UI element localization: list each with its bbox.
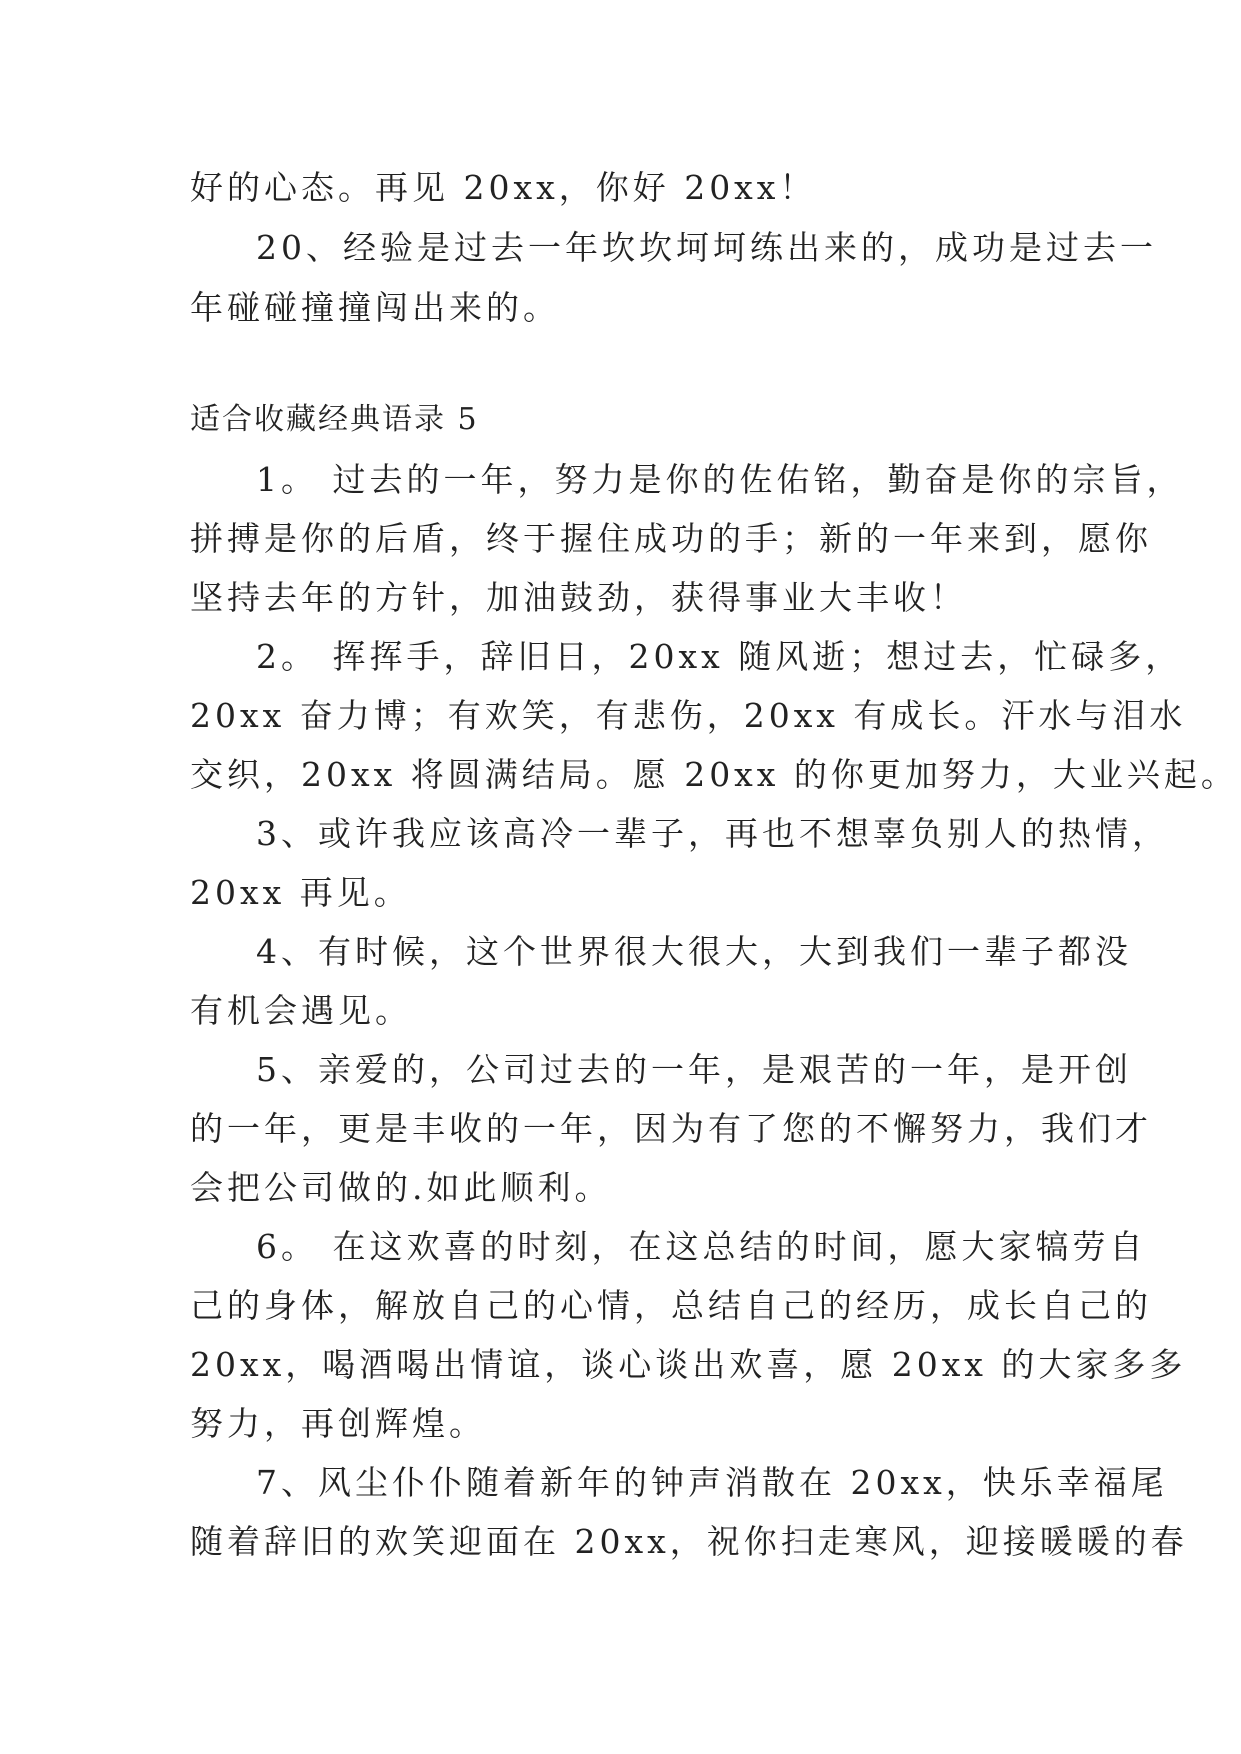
- item-7-line-2: 随着辞旧的欢笑迎面在 20xx，祝你扫走寒风，迎接暖暖的春: [190, 1522, 1188, 1561]
- item-5-line-2: 的一年，更是丰收的一年，因为有了您的不懈努力，我们才: [190, 1109, 1152, 1148]
- item-7-line-1: 7、风尘仆仆随着新年的钟声消散在 20xx，快乐幸福尾: [256, 1463, 1168, 1502]
- item-1-line-1: 1。 过去的一年，努力是你的佐佑铭，勤奋是你的宗旨，: [256, 460, 1184, 499]
- item-6-line-4: 努力，再创辉煌。: [190, 1404, 486, 1443]
- item-6-line-2: 己的身体，解放自己的心情，总结自己的经历，成长自己的: [190, 1286, 1152, 1325]
- item-2-line-1: 2。 挥挥手，辞旧日，20xx 随风逝；想过去，忙碌多，: [256, 637, 1183, 676]
- item-5-line-3: 会把公司做的.如此顺利。: [190, 1168, 612, 1207]
- item-5-line-1: 5、亲爱的，公司过去的一年，是艰苦的一年，是开创: [256, 1050, 1132, 1089]
- item-6-line-3: 20xx，喝酒喝出情谊，谈心谈出欢喜，愿 20xx 的大家多多: [190, 1345, 1187, 1384]
- item-2-line-3: 交织，20xx 将圆满结局。愿 20xx 的你更加努力，大业兴起。: [190, 755, 1238, 794]
- item-4-line-2: 有机会遇见。: [190, 991, 412, 1030]
- item-2-line-2: 20xx 奋力博；有欢笑，有悲伤，20xx 有成长。汗水与泪水: [190, 696, 1187, 735]
- item-1-line-2: 拼搏是你的后盾，终于握住成功的手；新的一年来到，愿你: [190, 519, 1152, 558]
- item-6-line-1: 6。 在这欢喜的时刻，在这总结的时间，愿大家犒劳自: [256, 1227, 1147, 1266]
- text-line-intro-3: 年碰碰撞撞闯出来的。: [190, 288, 560, 327]
- item-4-line-1: 4、有时候，这个世界很大很大，大到我们一辈子都没: [256, 932, 1132, 971]
- text-line-intro-1: 好的心态。再见 20xx，你好 20xx！: [190, 168, 817, 207]
- item-3-line-1: 3、或许我应该高冷一辈子，再也不想辜负别人的热情，: [256, 814, 1169, 853]
- item-3-line-2: 20xx 再见。: [190, 873, 411, 912]
- item-1-line-3: 坚持去年的方针，加油鼓劲，获得事业大丰收！: [190, 578, 967, 617]
- text-line-intro-2: 20、经验是过去一年坎坎坷坷练出来的，成功是过去一: [256, 228, 1157, 267]
- section-title: 适合收藏经典语录 5: [190, 402, 479, 437]
